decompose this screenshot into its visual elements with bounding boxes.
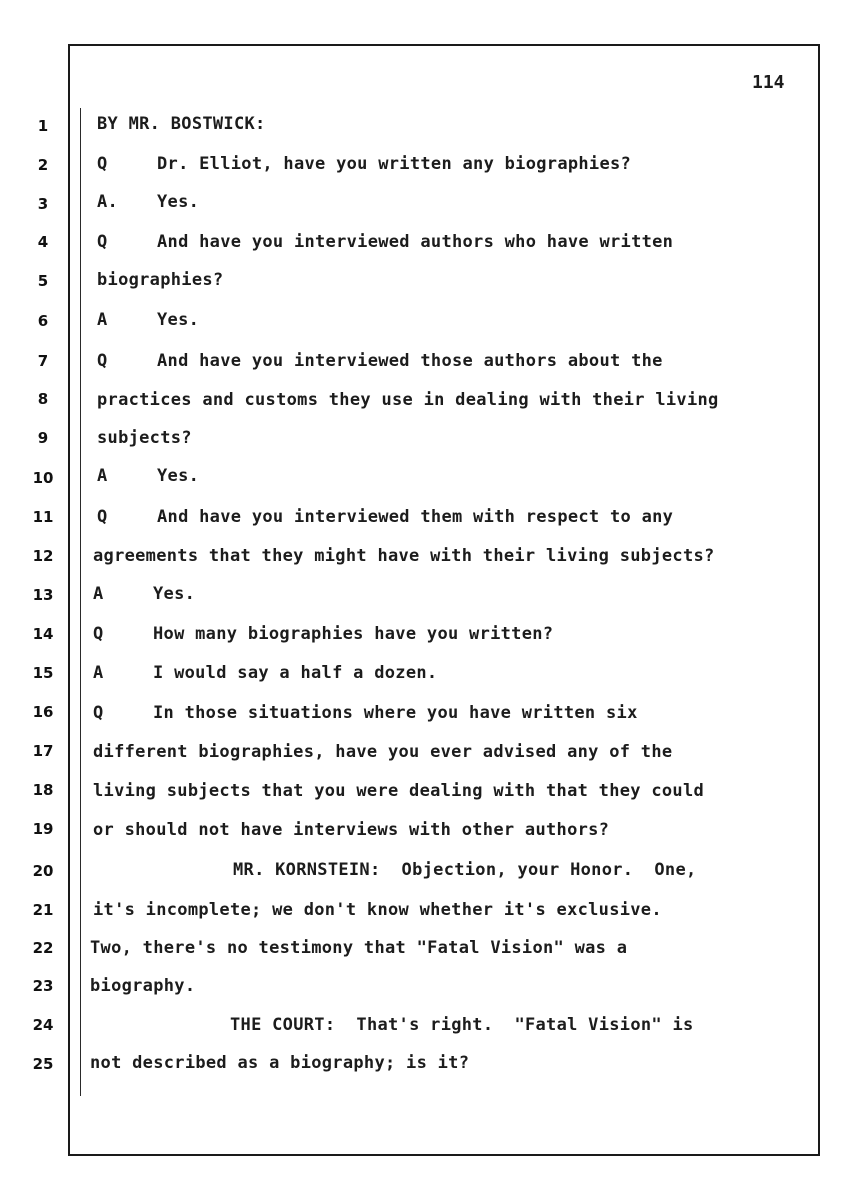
line-number: 4 (37, 233, 49, 251)
line-marker: Q (97, 232, 108, 252)
transcript-line (97, 507, 673, 527)
line-text: biography. (90, 976, 196, 996)
line-number: 7 (37, 352, 49, 370)
line-text: And have you interviewed authors who have written (157, 232, 674, 252)
transcript-line (93, 703, 638, 723)
transcript-line (97, 114, 266, 134)
left-margin-rule (80, 108, 81, 1096)
transcript-line (97, 428, 192, 448)
line-number: 21 (32, 901, 54, 919)
line-text: or should not have interviews with other authors? (93, 820, 610, 840)
transcript-line (93, 584, 195, 604)
line-number: 19 (32, 820, 54, 838)
transcript-line (97, 270, 223, 290)
line-number: 3 (37, 195, 49, 213)
line-number: 5 (37, 272, 49, 290)
line-marker: A (97, 310, 108, 330)
transcript-line (90, 1053, 469, 1073)
line-number: 13 (32, 586, 54, 604)
line-number: 23 (32, 977, 54, 995)
transcript-line (93, 900, 662, 920)
line-text: agreements that they might have with their living subjects? (93, 546, 715, 566)
line-text: How many biographies have you written? (153, 624, 554, 644)
page-border-top (68, 44, 820, 46)
line-text: living subjects that you were dealing with that they could (93, 781, 705, 801)
line-number: 18 (32, 781, 54, 799)
line-number: 12 (32, 547, 54, 565)
transcript-line (97, 466, 199, 486)
transcript-line (93, 624, 553, 644)
line-text: BY MR. BOSTWICK: (97, 114, 266, 134)
transcript-line (97, 351, 663, 371)
line-text: Two, there's no testimony that "Fatal Vision" was a (90, 938, 628, 958)
line-number: 9 (37, 429, 49, 447)
line-number: 22 (32, 939, 54, 957)
line-text: not described as a biography; is it? (90, 1053, 470, 1073)
line-text: I would say a half a dozen. (153, 663, 438, 683)
line-marker: Q (93, 703, 104, 723)
page-number: 114 (752, 72, 785, 93)
page-border-left (68, 44, 70, 1156)
transcript-line (93, 546, 715, 566)
line-number: 20 (32, 862, 54, 880)
transcript-line (93, 781, 704, 801)
line-number: 10 (32, 469, 54, 487)
transcript-line (93, 742, 672, 762)
line-text: And have you interviewed them with respect to any (157, 507, 674, 527)
transcript-line (97, 192, 199, 212)
transcript-line (90, 1015, 694, 1035)
line-marker: A. (97, 192, 119, 212)
line-text: MR. KORNSTEIN: Objection, your Honor. One, (233, 860, 697, 880)
line-number: 17 (32, 742, 54, 760)
line-number: 15 (32, 664, 54, 682)
line-text: different biographies, have you ever advised any of the (93, 742, 673, 762)
line-marker: Q (97, 351, 108, 371)
transcript-line (97, 390, 719, 410)
transcript-line (97, 310, 199, 330)
line-number: 2 (37, 156, 49, 174)
line-number: 25 (32, 1055, 54, 1073)
line-marker: A (97, 466, 108, 486)
transcript-line (97, 232, 673, 252)
line-text: THE COURT: That's right. "Fatal Vision" is (230, 1015, 694, 1035)
transcript-line (93, 860, 697, 880)
line-text: In those situations where you have written six (153, 703, 638, 723)
line-text: Yes. (157, 466, 200, 486)
line-number: 8 (37, 390, 49, 408)
line-marker: Q (97, 154, 108, 174)
page-border-bottom (68, 1154, 820, 1156)
line-text: biographies? (97, 270, 224, 290)
line-number: 1 (37, 117, 49, 135)
line-number: 14 (32, 625, 54, 643)
transcript-line (93, 820, 609, 840)
line-number: 6 (37, 312, 49, 330)
line-number: 24 (32, 1016, 54, 1034)
line-number: 16 (32, 703, 54, 721)
transcript-line (97, 154, 631, 174)
line-marker: Q (97, 507, 108, 527)
line-text: Yes. (157, 192, 200, 212)
transcript-line (93, 663, 437, 683)
line-marker: A (93, 663, 104, 683)
line-text: And have you interviewed those authors about the (157, 351, 663, 371)
line-text: practices and customs they use in dealing with their living (97, 390, 719, 410)
line-text: it's incomplete; we don't know whether it's exclusive. (93, 900, 662, 920)
line-marker: A (93, 584, 104, 604)
page-border-right (818, 44, 820, 1156)
transcript-line (90, 938, 627, 958)
line-text: subjects? (97, 428, 192, 448)
line-text: Yes. (157, 310, 200, 330)
line-number: 11 (32, 508, 54, 526)
line-marker: Q (93, 624, 104, 644)
line-text: Yes. (153, 584, 196, 604)
transcript-line (90, 976, 195, 996)
line-text: Dr. Elliot, have you written any biographies? (157, 154, 632, 174)
